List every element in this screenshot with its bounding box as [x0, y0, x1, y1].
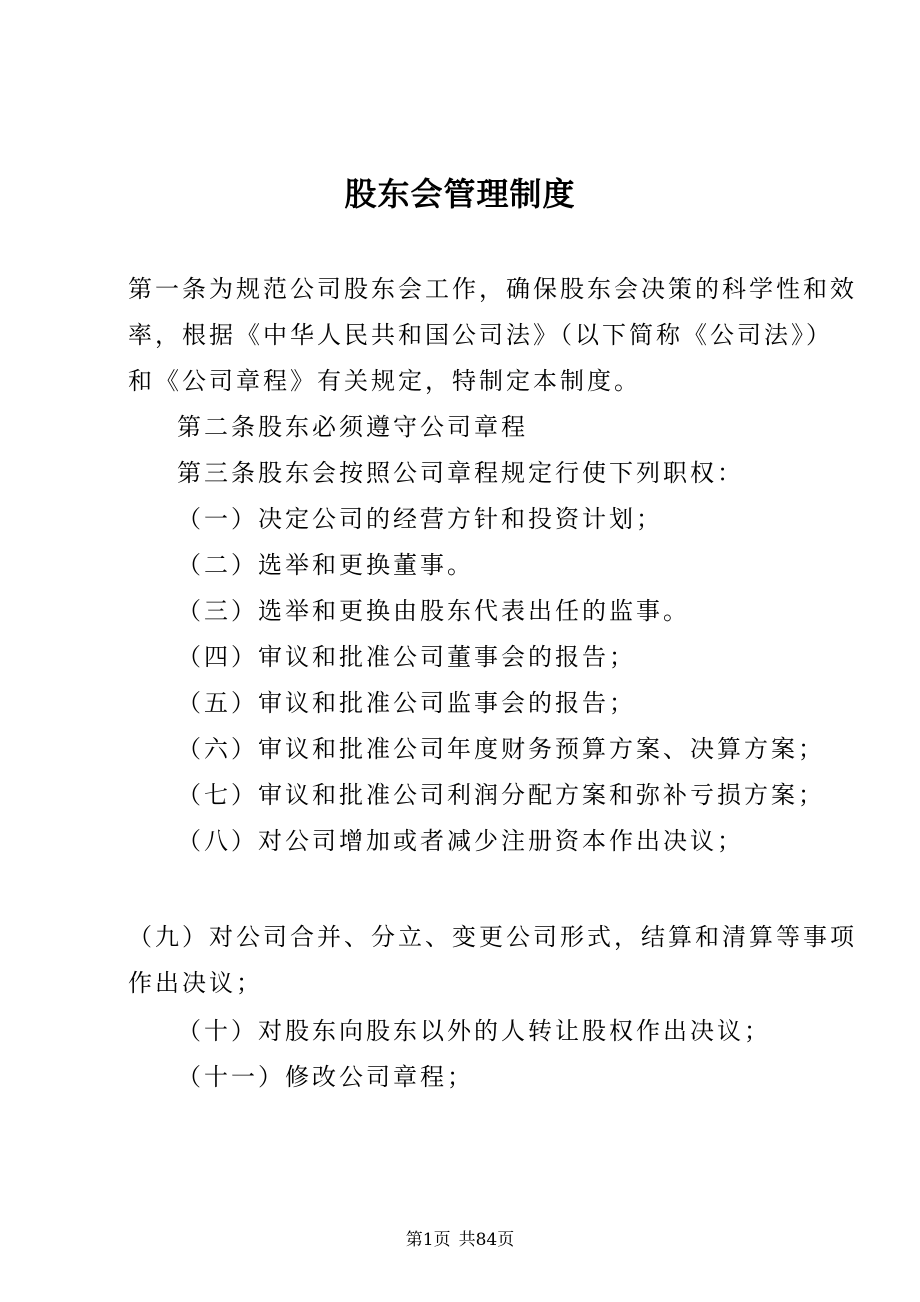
power-item-6: （六）审议和批准公司年度财务预算方案、决算方案；: [177, 735, 825, 763]
power-item-7: （七）审议和批准公司利润分配方案和弥补亏损方案；: [177, 781, 825, 809]
article-1-line-2: 率，根据《中华人民共和国公司法》（以下简称《公司法》）: [128, 321, 833, 349]
article-2: 第二条股东必须遵守公司章程: [177, 413, 528, 441]
article-1-line-3: 和《公司章程》有关规定，特制定本制度。: [128, 367, 641, 395]
power-item-8: （八）对公司增加或者减少注册资本作出决议；: [177, 827, 744, 855]
power-item-11: （十一）修改公司章程；: [177, 1063, 474, 1091]
power-item-10: （十）对股东向股东以外的人转让股权作出决议；: [177, 1017, 771, 1045]
power-item-9-line-1: （九）对公司合并、分立、变更公司形式，结算和清算等事项: [128, 923, 857, 951]
power-item-1: （一）决定公司的经营方针和投资计划；: [177, 505, 663, 533]
page-number: 第1页: [405, 1230, 451, 1250]
power-item-4: （四）审议和批准公司董事会的报告；: [177, 643, 636, 671]
article-3: 第三条股东会按照公司章程规定行使下列职权：: [177, 459, 744, 487]
document-title: 股东会管理制度: [344, 175, 576, 213]
power-item-9-line-2: 作出决议；: [128, 969, 263, 997]
page-footer: [0, 1228, 920, 1252]
page-total: 共84页: [458, 1230, 515, 1250]
power-item-5: （五）审议和批准公司监事会的报告；: [177, 689, 636, 717]
power-item-2: （二）选举和更换董事。: [177, 551, 474, 579]
article-1-line-1: 第一条为规范公司股东会工作，确保股东会决策的科学性和效: [128, 275, 857, 303]
power-item-3: （三）选举和更换由股东代表出任的监事。: [177, 597, 690, 625]
